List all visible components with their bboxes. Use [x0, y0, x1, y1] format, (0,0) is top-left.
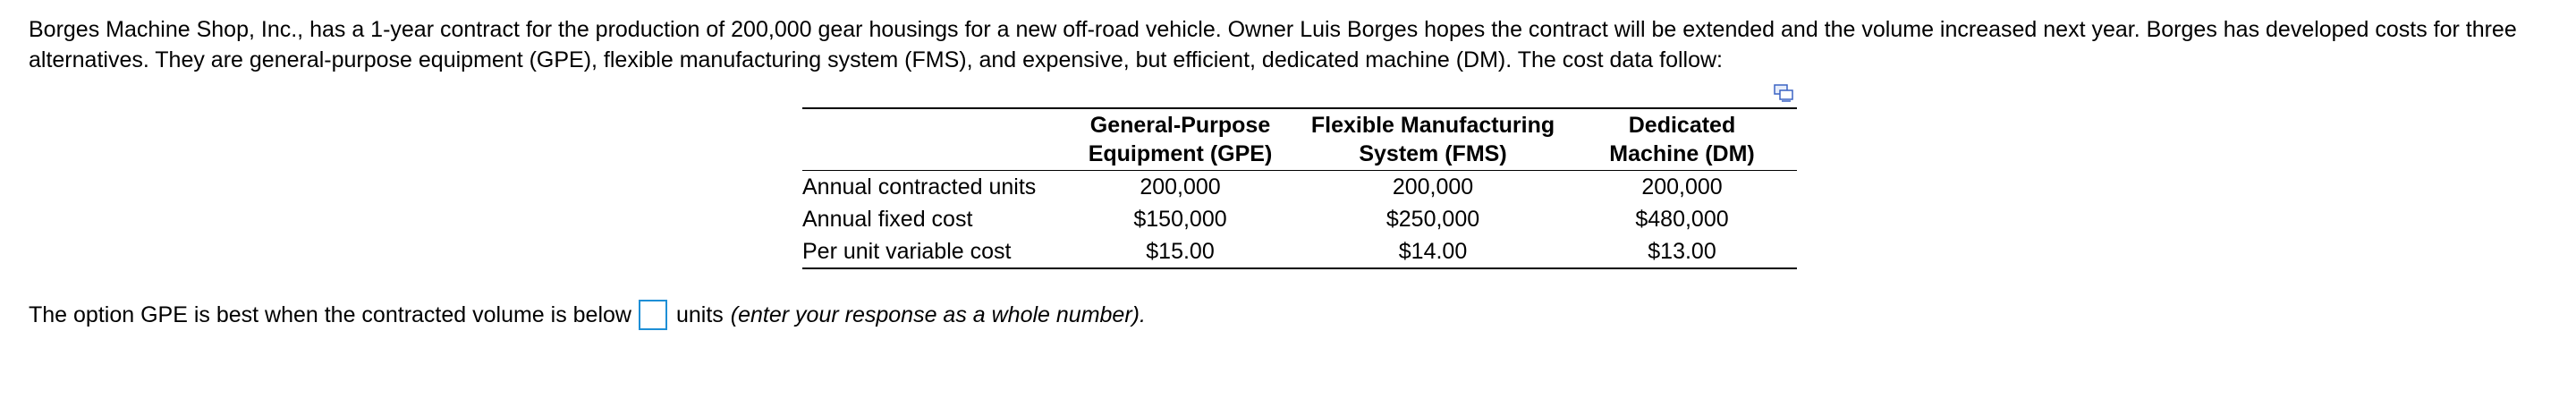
table-row: [802, 235, 1797, 268]
header-dm: Dedicated Machine (DM): [1567, 108, 1797, 171]
copy-icon[interactable]: [1774, 84, 1793, 102]
cost-data-table: [802, 107, 1797, 269]
cell-gpe: 200,000: [1140, 174, 1221, 200]
cell-fms: $250,000: [1385, 207, 1480, 232]
cell-gpe: $15.00: [1062, 235, 1299, 268]
question-hint: (enter your response as a whole number).: [730, 302, 1146, 327]
problem-statement: Borges Machine Shop, Inc., has a 1-year contract for the production of 200,000 gear housings for a new off-road vehicle. Owner Luis Borges hopes the contract will be extended and the volume increased next year. Borges has developed costs for three alternatives. They are general-purpose equipment (GPE), flexible manufacturing system (FMS), and expensive, but efficient, dedicated machine (DM). The cost data follow:: [29, 17, 2517, 72]
question-prefix: The option GPE is best when the contracted volume is below: [29, 302, 631, 327]
question-suffix: units: [675, 302, 724, 327]
row-label: Per unit variable cost: [802, 235, 1062, 268]
answer-input[interactable]: [639, 300, 667, 330]
cell-fms: 200,000: [1392, 174, 1474, 200]
cell-fms: $14.00: [1299, 235, 1567, 268]
question-line: [29, 297, 1146, 333]
header-fms: Flexible Manufacturing System (FMS): [1299, 108, 1567, 171]
table-row: [802, 203, 1797, 235]
cell-dm: 200,000: [1641, 174, 1723, 200]
cell-dm: $13.00: [1567, 235, 1797, 268]
table-header-row: [802, 108, 1797, 171]
row-label: Annual fixed cost: [802, 207, 973, 232]
cell-dm: $480,000: [1635, 207, 1729, 232]
table-row: [802, 171, 1797, 204]
header-blank: [802, 108, 1062, 171]
header-gpe: General-Purpose Equipment (GPE): [1062, 108, 1299, 171]
cell-gpe: $150,000: [1133, 207, 1227, 232]
row-label: Annual contracted units: [802, 174, 1037, 200]
